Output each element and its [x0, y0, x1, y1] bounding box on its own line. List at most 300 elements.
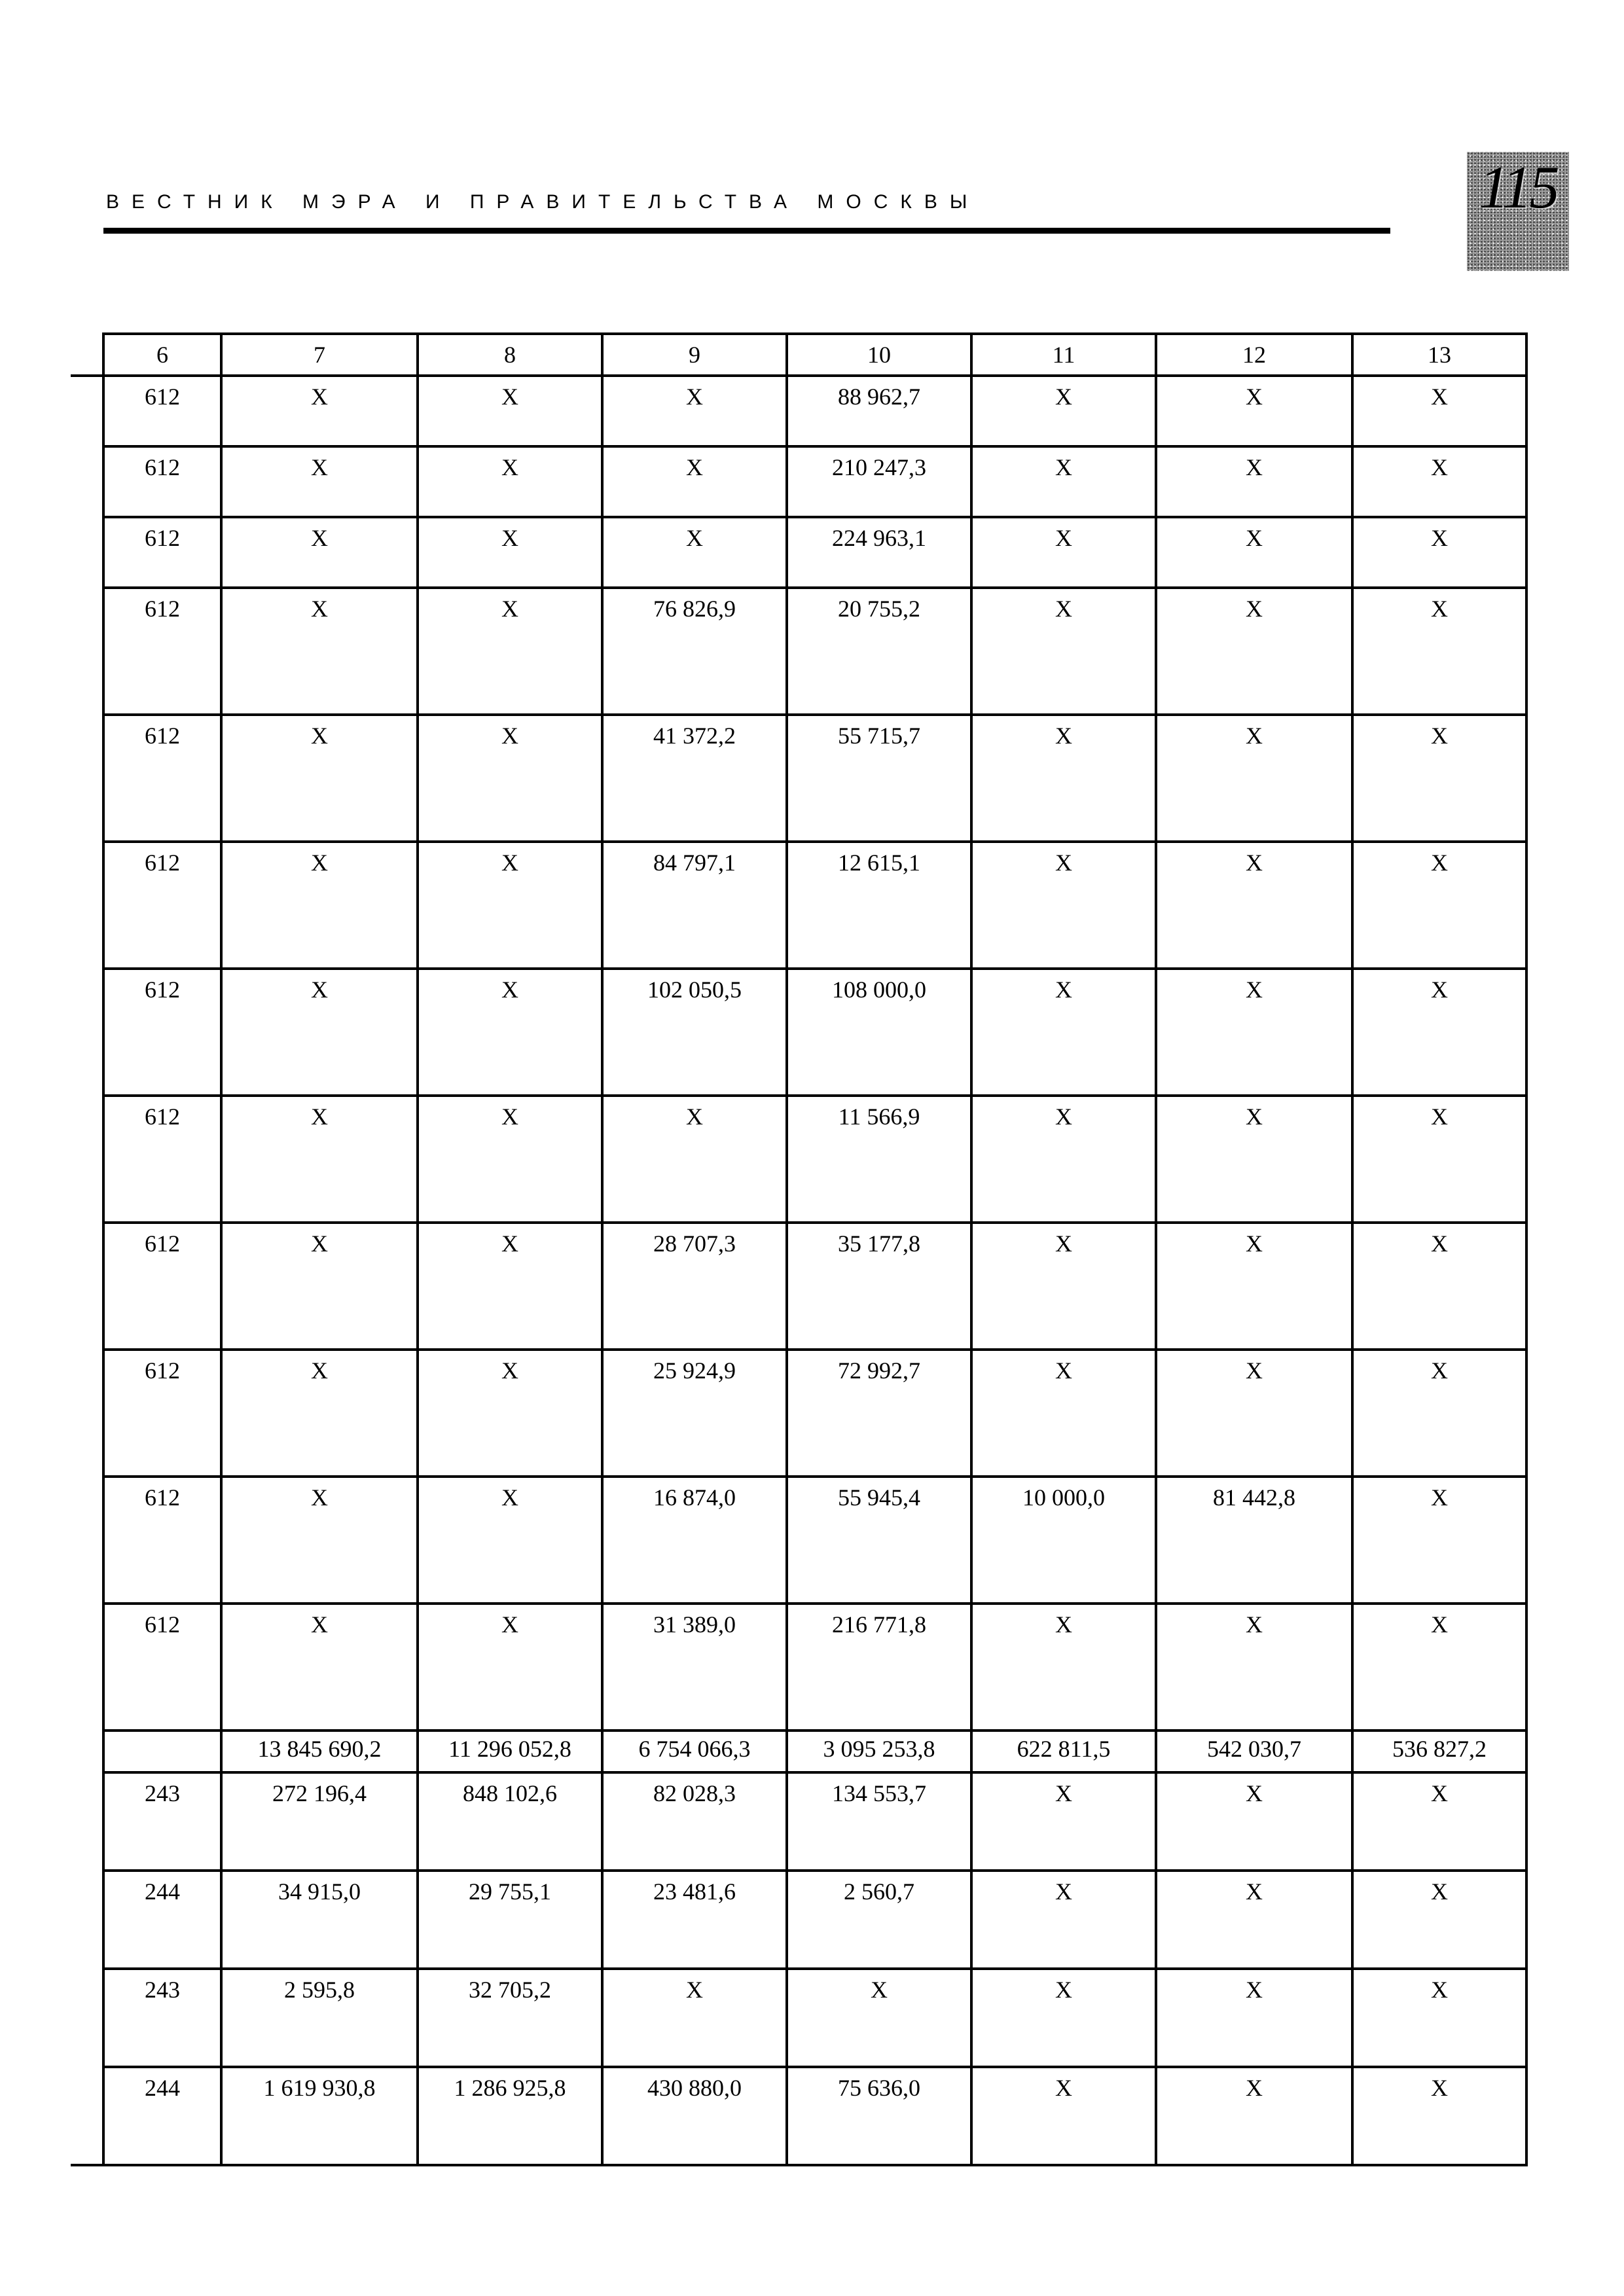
row-margin [71, 1604, 103, 1731]
cell-value: 76 826,9 [653, 596, 736, 622]
table-cell [418, 1604, 602, 1731]
column-header [1156, 334, 1352, 376]
table-cell [1352, 376, 1526, 446]
table-cell [602, 1969, 787, 2067]
table-cell [221, 842, 418, 969]
table-cell [103, 842, 221, 969]
column-header [971, 334, 1156, 376]
cell-value: 612 [145, 1357, 180, 1384]
table-cell [221, 1223, 418, 1350]
table-cell [1352, 715, 1526, 842]
table-cell [221, 715, 418, 842]
row-margin [71, 376, 103, 446]
cell-value: X [1431, 384, 1448, 410]
table-row [71, 1871, 1526, 1969]
table-cell [221, 517, 418, 588]
table-cell [1352, 842, 1526, 969]
cell-value: X [1431, 977, 1448, 1003]
table-cell [103, 1604, 221, 1731]
cell-value: X [1246, 977, 1263, 1003]
cell-value: 612 [145, 596, 180, 622]
cell-value: X [1246, 1103, 1263, 1130]
table-cell [221, 1731, 418, 1772]
table-cell [418, 376, 602, 446]
table-cell [221, 446, 418, 517]
table-row [71, 1350, 1526, 1477]
cell-value: X [1246, 596, 1263, 622]
column-header-label: 7 [314, 342, 325, 368]
cell-value: X [1055, 525, 1072, 551]
table-cell [787, 1223, 971, 1350]
table-cell [1352, 1096, 1526, 1223]
table-cell [602, 2067, 787, 2165]
cell-value: 272 196,4 [272, 1780, 367, 1806]
cell-value: 72 992,7 [838, 1357, 920, 1384]
table-cell [221, 1350, 418, 1477]
cell-value: X [1246, 850, 1263, 876]
table-cell [602, 1871, 787, 1969]
table-cell [221, 1772, 418, 1871]
column-header [1352, 334, 1526, 376]
table-cell [602, 842, 787, 969]
cell-value: X [501, 723, 518, 749]
table-cell [787, 969, 971, 1096]
table-cell [418, 517, 602, 588]
table-cell [1156, 969, 1352, 1096]
table-cell [103, 969, 221, 1096]
table-cell [418, 446, 602, 517]
cell-value: X [1055, 2075, 1072, 2101]
cell-value: 6 754 066,3 [638, 1736, 751, 1762]
table-cell [787, 1731, 971, 1772]
cell-value: 10 000,0 [1022, 1484, 1105, 1511]
column-header-label: 11 [1052, 342, 1075, 368]
cell-value: X [501, 525, 518, 551]
budget-table [71, 332, 1528, 2166]
cell-value: X [311, 1484, 328, 1511]
cell-value: X [1246, 384, 1263, 410]
cell-value: X [1431, 850, 1448, 876]
cell-value: X [1431, 525, 1448, 551]
cell-value: 612 [145, 1230, 180, 1257]
table-cell [971, 1731, 1156, 1772]
cell-value: X [311, 1103, 328, 1130]
table-cell [787, 1477, 971, 1604]
cell-value: X [686, 454, 703, 480]
cell-value: 13 845 690,2 [257, 1736, 382, 1762]
table-cell [1156, 715, 1352, 842]
table-cell [221, 2067, 418, 2165]
journal-title: ВЕСТНИК МЭРА И ПРАВИТЕЛЬСТВА МОСКВЫ [106, 191, 980, 213]
table-cell [787, 1772, 971, 1871]
table-row [71, 376, 1526, 446]
cell-value: 29 755,1 [469, 1878, 551, 1905]
cell-value: X [311, 723, 328, 749]
table-cell [602, 1096, 787, 1223]
table-cell [971, 969, 1156, 1096]
cell-value: X [311, 1611, 328, 1638]
table-cell [1156, 446, 1352, 517]
table-cell [1352, 2067, 1526, 2165]
table-cell [103, 1772, 221, 1871]
cell-value: 612 [145, 977, 180, 1003]
table-cell [418, 1871, 602, 1969]
table-cell [418, 1096, 602, 1223]
table-cell [602, 1350, 787, 1477]
cell-value: 31 389,0 [653, 1611, 736, 1638]
table-cell [1156, 1350, 1352, 1477]
cell-value: X [311, 454, 328, 480]
cell-value: 16 874,0 [653, 1484, 736, 1511]
cell-value: 11 296 052,8 [448, 1736, 571, 1762]
table-cell [1352, 517, 1526, 588]
table-cell [221, 1477, 418, 1604]
table-cell [418, 2067, 602, 2165]
cell-value: 134 553,7 [832, 1780, 926, 1806]
cell-value: X [1246, 723, 1263, 749]
cell-value: 88 962,7 [838, 384, 920, 410]
row-margin [71, 969, 103, 1096]
cell-value: 612 [145, 850, 180, 876]
table-cell [971, 1772, 1156, 1871]
cell-value: X [686, 1977, 703, 2003]
cell-value: X [501, 596, 518, 622]
table-row [71, 842, 1526, 969]
cell-value: X [1431, 723, 1448, 749]
table-cell [971, 446, 1156, 517]
cell-value: X [1431, 1977, 1448, 2003]
page-number-badge [1467, 152, 1569, 271]
cell-value: 34 915,0 [278, 1878, 361, 1905]
cell-value: 82 028,3 [653, 1780, 736, 1806]
table-cell [418, 842, 602, 969]
table-cell [1156, 2067, 1352, 2165]
table-cell [1156, 517, 1352, 588]
cell-value: 75 636,0 [838, 2075, 920, 2101]
table-row [71, 517, 1526, 588]
cell-value: 55 945,4 [838, 1484, 920, 1511]
table-row [71, 1096, 1526, 1223]
table-cell [221, 588, 418, 715]
table-cell [971, 1223, 1156, 1350]
cell-value: X [1055, 977, 1072, 1003]
table-cell [418, 588, 602, 715]
table-cell [1352, 969, 1526, 1096]
table-cell [787, 842, 971, 969]
table-cell [103, 1223, 221, 1350]
cell-value: X [501, 1230, 518, 1257]
cell-value: X [1431, 596, 1448, 622]
cell-value: 81 442,8 [1213, 1484, 1295, 1511]
table-cell [221, 1871, 418, 1969]
cell-value: 612 [145, 1484, 180, 1511]
cell-value: X [1431, 1611, 1448, 1638]
cell-value: X [501, 384, 518, 410]
table-cell [103, 517, 221, 588]
cell-value: 2 560,7 [844, 1878, 914, 1905]
row-margin [71, 517, 103, 588]
table-cell [1352, 1350, 1526, 1477]
table-cell [103, 1871, 221, 1969]
cell-value: X [1246, 1611, 1263, 1638]
cell-value: X [501, 850, 518, 876]
row-margin [71, 1731, 103, 1772]
table-cell [1352, 1731, 1526, 1772]
table-cell [1352, 1223, 1526, 1350]
cell-value: 20 755,2 [838, 596, 920, 622]
table-cell [602, 588, 787, 715]
row-margin [71, 1772, 103, 1871]
cell-value: 35 177,8 [838, 1230, 920, 1257]
column-header-label: 10 [867, 342, 891, 368]
column-header [221, 334, 418, 376]
table-cell [103, 588, 221, 715]
table-cell [1156, 1096, 1352, 1223]
row-margin [71, 446, 103, 517]
cell-value: X [1246, 1357, 1263, 1384]
table-cell [418, 1731, 602, 1772]
cell-value: 612 [145, 525, 180, 551]
cell-value [105, 1732, 220, 1736]
table-cell [418, 715, 602, 842]
table-cell [1156, 376, 1352, 446]
table-cell [103, 1350, 221, 1477]
cell-value: X [501, 1357, 518, 1384]
cell-value: X [1431, 1484, 1448, 1511]
cell-value: X [871, 1977, 888, 2003]
cell-value: X [1431, 1878, 1448, 1905]
table-cell [103, 446, 221, 517]
budget-table-container [71, 332, 1528, 2166]
table-cell [103, 1096, 221, 1223]
cell-value: 12 615,1 [838, 850, 920, 876]
table-cell [103, 715, 221, 842]
column-header [602, 334, 787, 376]
cell-value: 612 [145, 454, 180, 480]
table-cell [103, 2067, 221, 2165]
row-margin [71, 334, 103, 376]
column-header-label: 12 [1242, 342, 1266, 368]
cell-value: X [1246, 1977, 1263, 2003]
table-row [71, 969, 1526, 1096]
table-cell [602, 1477, 787, 1604]
page-number: 115 [1479, 154, 1557, 221]
column-header-label: 8 [504, 342, 516, 368]
table-cell [787, 517, 971, 588]
row-margin [71, 1969, 103, 2067]
cell-value: X [1246, 525, 1263, 551]
table-cell [602, 446, 787, 517]
cell-value: 1 619 930,8 [263, 2075, 376, 2101]
cell-value: X [1055, 1611, 1072, 1638]
column-header-label: 6 [156, 342, 168, 368]
table-cell [221, 1969, 418, 2067]
cell-value: 41 372,2 [653, 723, 736, 749]
cell-value: 1 286 925,8 [454, 2075, 566, 2101]
cell-value: X [311, 384, 328, 410]
table-cell [971, 715, 1156, 842]
table-cell [602, 715, 787, 842]
cell-value: X [1431, 1357, 1448, 1384]
table-cell [1156, 1223, 1352, 1350]
table-cell [787, 1969, 971, 2067]
cell-value: X [501, 1611, 518, 1638]
cell-value: X [1055, 596, 1072, 622]
table-cell [971, 1096, 1156, 1223]
cell-value: 108 000,0 [832, 977, 926, 1003]
table-cell [1156, 842, 1352, 969]
table-cell [103, 1731, 221, 1772]
row-margin [71, 1096, 103, 1223]
table-cell [602, 376, 787, 446]
table-cell [1156, 1731, 1352, 1772]
table-cell [787, 2067, 971, 2165]
table-cell [971, 1350, 1156, 1477]
row-margin [71, 1223, 103, 1350]
table-cell [971, 588, 1156, 715]
cell-value: X [311, 1230, 328, 1257]
cell-value: X [686, 384, 703, 410]
cell-value: X [1055, 723, 1072, 749]
cell-value: 32 705,2 [469, 1977, 551, 2003]
table-cell [971, 1604, 1156, 1731]
cell-value: 430 880,0 [647, 2075, 742, 2101]
table-cell [418, 1350, 602, 1477]
table-cell [787, 1350, 971, 1477]
table-row [71, 446, 1526, 517]
table-cell [1352, 446, 1526, 517]
table-cell [602, 1772, 787, 1871]
table-cell [1352, 588, 1526, 715]
table-cell [971, 1871, 1156, 1969]
row-margin [71, 715, 103, 842]
table-cell [787, 1604, 971, 1731]
table-cell [971, 2067, 1156, 2165]
row-margin [71, 1871, 103, 1969]
cell-value: X [1055, 1977, 1072, 2003]
table-cell [602, 1604, 787, 1731]
table-cell [418, 1477, 602, 1604]
header-rule [103, 228, 1390, 234]
row-margin [71, 842, 103, 969]
table-row [71, 715, 1526, 842]
table-row [71, 2067, 1526, 2165]
cell-value: X [686, 1103, 703, 1130]
cell-value: 612 [145, 384, 180, 410]
table-cell [787, 1871, 971, 1969]
column-header-label: 9 [689, 342, 700, 368]
cell-value: X [1431, 2075, 1448, 2101]
table-cell [1352, 1772, 1526, 1871]
table-cell [971, 517, 1156, 588]
cell-value: 224 963,1 [832, 525, 926, 551]
cell-value: X [1055, 454, 1072, 480]
cell-value: 848 102,6 [463, 1780, 557, 1806]
table-cell [971, 376, 1156, 446]
cell-value: 55 715,7 [838, 723, 920, 749]
cell-value: X [1246, 2075, 1263, 2101]
table-cell [787, 446, 971, 517]
cell-value: 3 095 253,8 [823, 1736, 935, 1762]
row-margin [71, 1477, 103, 1604]
cell-value: X [1055, 1103, 1072, 1130]
table-row [71, 1969, 1526, 2067]
cell-value: 210 247,3 [832, 454, 926, 480]
table-cell [787, 715, 971, 842]
table-cell [221, 969, 418, 1096]
cell-value: X [686, 525, 703, 551]
table-cell [971, 1477, 1156, 1604]
table-row [71, 1604, 1526, 1731]
table-cell [971, 1969, 1156, 2067]
table-cell [602, 969, 787, 1096]
cell-value: 244 [145, 2075, 180, 2101]
cell-value: 612 [145, 1103, 180, 1130]
table-cell [1156, 1969, 1352, 2067]
column-header [787, 334, 971, 376]
table-cell [1156, 1871, 1352, 1969]
table-row [71, 1772, 1526, 1871]
table-row [71, 588, 1526, 715]
row-margin [71, 588, 103, 715]
table-cell [1156, 1477, 1352, 1604]
cell-value: 25 924,9 [653, 1357, 736, 1384]
table-cell [1352, 1969, 1526, 2067]
cell-value: 84 797,1 [653, 850, 736, 876]
cell-value: X [1055, 1878, 1072, 1905]
table-row [71, 1477, 1526, 1604]
cell-value: X [1055, 1357, 1072, 1384]
cell-value: X [1055, 1230, 1072, 1257]
cell-value: X [1055, 850, 1072, 876]
table-cell [1352, 1604, 1526, 1731]
table-cell [418, 1223, 602, 1350]
cell-value: 612 [145, 723, 180, 749]
cell-value: 243 [145, 1780, 180, 1806]
table-cell [602, 1731, 787, 1772]
cell-value: 612 [145, 1611, 180, 1638]
table-cell [418, 969, 602, 1096]
table-cell [1352, 1871, 1526, 1969]
total-row [71, 1731, 1526, 1772]
table-cell [787, 376, 971, 446]
row-margin [71, 2067, 103, 2165]
table-cell [418, 1772, 602, 1871]
table-cell [221, 1604, 418, 1731]
cell-value: 23 481,6 [653, 1878, 736, 1905]
cell-value: 244 [145, 1878, 180, 1905]
cell-value: 11 566,9 [838, 1103, 920, 1130]
cell-value: X [311, 1357, 328, 1384]
cell-value: 542 030,7 [1207, 1736, 1301, 1762]
table-cell [787, 588, 971, 715]
cell-value: 216 771,8 [832, 1611, 926, 1638]
cell-value: X [501, 977, 518, 1003]
cell-value: 536 827,2 [1392, 1736, 1487, 1762]
table-cell [103, 1969, 221, 2067]
cell-value: X [1431, 1103, 1448, 1130]
cell-value: X [501, 454, 518, 480]
cell-value: X [1055, 384, 1072, 410]
cell-value: X [1246, 1878, 1263, 1905]
table-cell [221, 376, 418, 446]
cell-value: X [501, 1103, 518, 1130]
cell-value: X [1246, 1230, 1263, 1257]
cell-value: X [501, 1484, 518, 1511]
cell-value: 622 811,5 [1017, 1736, 1111, 1762]
table-row [71, 1223, 1526, 1350]
cell-value: X [311, 850, 328, 876]
